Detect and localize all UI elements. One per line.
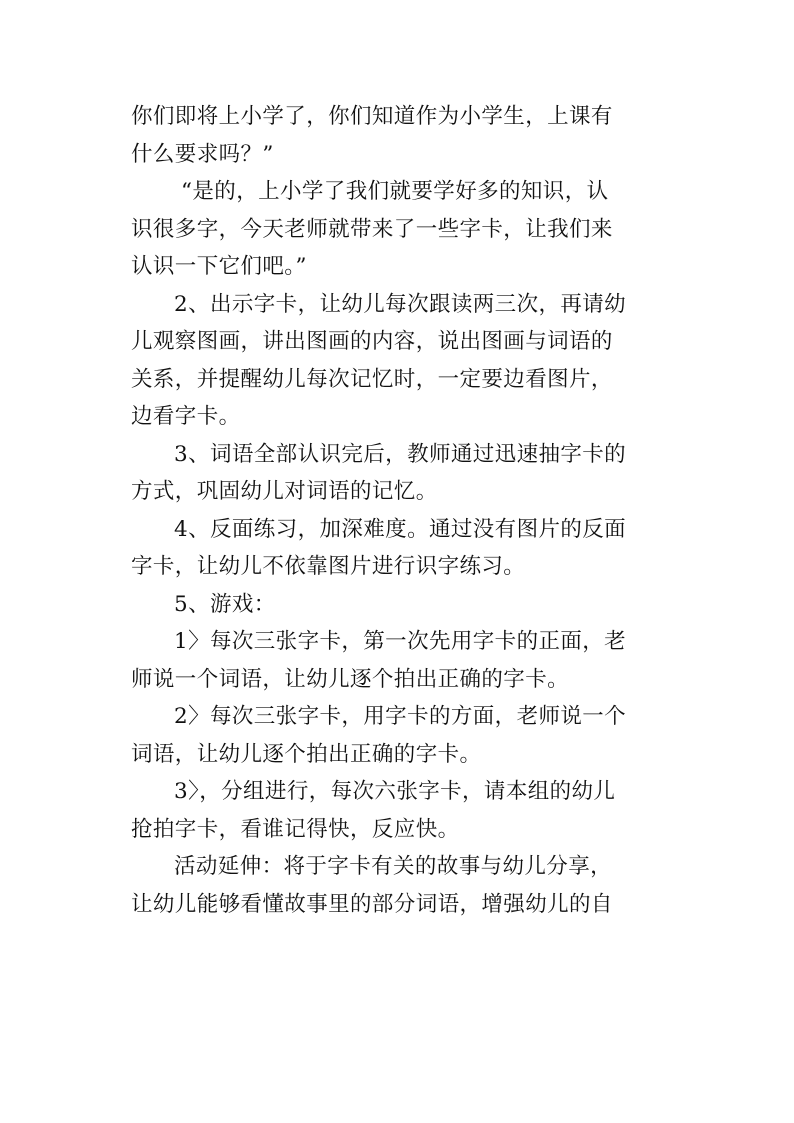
paragraph-line: 3〉，分组进行，每次六张字卡，请本组的幼儿 (174, 779, 616, 804)
paragraph-line: 3、词语全部认识完后，教师通过迅速抽字卡的 (174, 441, 627, 467)
paragraph-line: 字卡，让幼儿不依靠图片进行识字练习。 (131, 554, 526, 579)
paragraph-line: 关系，并提醒幼儿每次记忆时，一定要边看图片， (131, 366, 613, 392)
document-body (131, 98, 664, 923)
paragraph-line: 5、游戏： (174, 591, 276, 617)
paragraph-line: “是的，上小学了我们就要学好多的知识，认 (181, 179, 609, 204)
paragraph-line: 认识一下它们吧。” (131, 254, 307, 279)
paragraph-line: 边看字卡。 (131, 404, 241, 429)
paragraph-line: 什么要求吗？” (131, 141, 274, 167)
paragraph-line: 方式，巩固幼儿对词语的记忆。 (131, 479, 438, 504)
paragraph-line: 你们即将上小学了，你们知道作为小学生，上课有 (131, 104, 613, 129)
paragraph-line: 2〉每次三张字卡，用字卡的方面，老师说一个 (174, 704, 627, 729)
paragraph-line: 识很多字，今天老师就带来了一些字卡，让我们来 (131, 216, 613, 242)
paragraph-line: 活动延伸：将于字卡有关的故事与幼儿分享， (174, 854, 613, 879)
paragraph-line: 师说一个词语，让幼儿逐个拍出正确的字卡。 (131, 666, 570, 692)
paragraph-line: 1〉每次三张字卡，第一次先用字卡的正面，老 (174, 629, 627, 654)
paragraph-line: 儿观察图画，讲出图画的内容，说出图画与词语的 (131, 329, 613, 354)
paragraph-line: 词语，让幼儿逐个拍出正确的字卡。 (131, 741, 482, 767)
paragraph-line: 4、反面练习，加深难度。通过没有图片的反面 (174, 516, 627, 542)
paragraph-line: 2、出示字卡，让幼儿每次跟读两三次，再请幼 (174, 291, 627, 317)
paragraph-line: 抢拍字卡，看谁记得快，反应快。 (131, 816, 460, 842)
paragraph-line: 让幼儿能够看懂故事里的部分词语，增强幼儿的自 (131, 891, 613, 917)
